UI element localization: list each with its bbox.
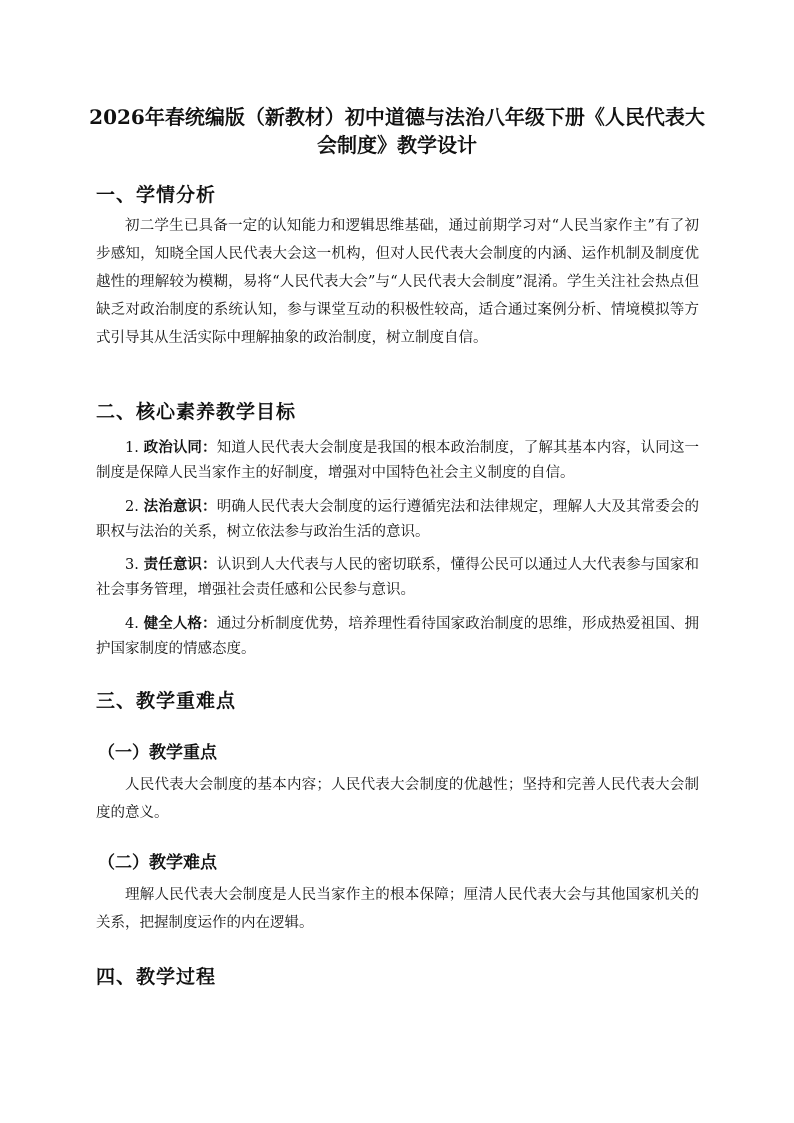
section-heading-teaching-process: 四、教学过程 — [96, 966, 217, 988]
section-heading-objectives: 二、核心素养教学目标 — [96, 401, 297, 423]
learner-analysis-paragraph: 初二学生已具备一定的认知能力和逻辑思维基础，通过前期学习对“人民当家作主”有了初步感知，知晓全国人民代表大会这一机构，但对人民代表大会制度的内涵、运作机制及制度优越性的理解较为模糊，易将“人民代表大会”与“人民代表大会制度”混淆。学生关注社会热点但缺乏对政治制度的系统认知，参与课堂互动的积极性较高，适合通过案例分析、情境模拟等方式引导其从生活实际中理解抽象的政治制度，树立制度自信。 — [96, 218, 699, 346]
objective-term: 政治认同： — [143, 439, 217, 456]
objective-number: 3. — [125, 557, 139, 573]
objective-number: 1. — [125, 440, 139, 456]
objective-term: 健全人格： — [143, 615, 217, 632]
objective-item — [96, 435, 699, 486]
objective-number: 4. — [125, 616, 139, 632]
objective-item — [96, 494, 699, 545]
difficulty-paragraph: 理解人民代表大会制度是人民当家作主的根本保障；厘清人民代表大会与其他国家机关的关系，把握制度运作的内在逻辑。 — [96, 887, 699, 931]
objective-number: 2. — [125, 499, 139, 515]
objective-text: 知道人民代表大会制度是我国的根本政治制度，了解其基本内容，认同这一制度是保障人民当家作主的好制度，增强对中国特色社会主义制度的自信。 — [96, 440, 700, 481]
section-heading-learner-analysis: 一、学情分析 — [96, 184, 217, 206]
objective-term: 责任意识： — [143, 556, 217, 573]
objective-text: 明确人民代表大会制度的运行遵循宪法和法律规定，理解人大及其常委会的职权与法治的关系，树立依法参与政治生活的意识。 — [96, 499, 700, 540]
objective-item — [96, 611, 699, 662]
section-heading-key-points: 三、教学重难点 — [96, 690, 237, 712]
subsection-heading-focus: （一）教学重点 — [98, 743, 217, 763]
subsection-heading-difficulty: （二）教学难点 — [98, 853, 217, 873]
objective-item — [96, 552, 699, 603]
focus-paragraph: 人民代表大会制度的基本内容；人民代表大会制度的优越性；坚持和完善人民代表大会制度的意义。 — [96, 777, 699, 821]
document-title: 2026年春统编版（新教材）初中道德与法治八年级下册《人民代表大会制度》教学设计 — [89, 105, 705, 157]
objective-text: 认识到人大代表与人民的密切联系，懂得公民可以通过人大代表参与国家和社会事务管理，增强社会责任感和公民参与意识。 — [96, 557, 700, 598]
objective-term: 法治意识： — [143, 498, 217, 515]
objective-text: 通过分析制度优势，培养理性看待国家政治制度的思维，形成热爱祖国、拥护国家制度的情感态度。 — [96, 616, 700, 657]
